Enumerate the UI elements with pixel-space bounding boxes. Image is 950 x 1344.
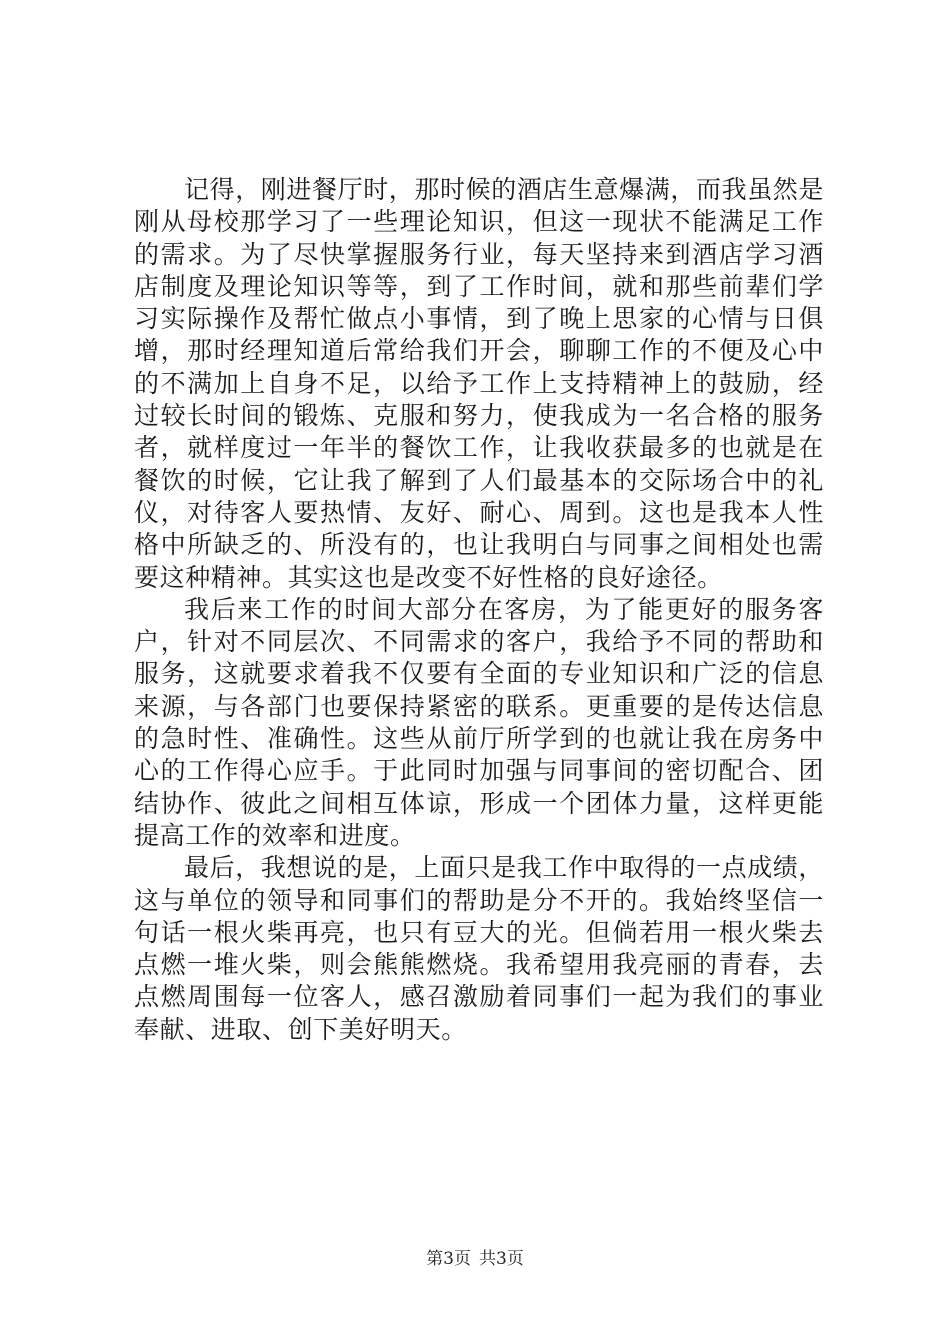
page-footer — [0, 1244, 950, 1269]
paragraph-2: 我后来工作的时间大部分在客房，为了能更好的服务客户，针对不同层次、不同需求的客户，我给予不同的帮助和服务，这就要求着我不仅要有全面的专业知识和广泛的信息来源，与各部门也要保持紧密的联系。更重要的是传达信息的急时性、准确性。这些从前厅所学到的也就让我在房务中心的工作得心应手。于此同时加强与同事间的密切配合、团结协作、彼此之间相互体谅，形成一个团体力量，这样更能提高工作的效率和进度。 — [134, 594, 824, 850]
page-total: 共3页 — [479, 1249, 524, 1269]
paragraph-3: 最后，我想说的是，上面只是我工作中取得的一点成绩，这与单位的领导和同事们的帮助是分不开的。我始终坚信一句话一根火柴再亮，也只有豆大的光。但倘若用一根火柴去点燃一堆火柴，则会熊熊燃烧。我希望用我亮丽的青春，去点燃周围每一位客人，感召激励着同事们一起为我们的事业奉献、进取、创下美好明天。 — [134, 853, 825, 1044]
paragraph-1: 记得，刚进餐厅时，那时候的酒店生意爆满，而我虽然是刚从母校那学习了一些理论知识，但这一现状不能满足工作的需求。为了尽快掌握服务行业，每天坚持来到酒店学习酒店制度及理论知识等等，到了工作时间，就和那些前辈们学习实际操作及帮忙做点小事情，到了晚上思家的心情与日俱增，那时经理知道后常给我们开会，聊聊工作的不便及心中的不满加上自身不足，以给予工作上支持精神上的鼓励，经过较长时间的锻炼、克服和努力，使我成为一名合格的服务者，就样度过一年半的餐饮工作，让我收获最多的也就是在餐饮的时候，它让我了解到了人们最基本的交际场合中的礼仪，对待客人要热情、友好、耐心、周到。这也是我本人性格中所缺乏的、所没有的，也让我明白与同事之间相处也需要这种精神。其实这也是改变不好性格的良好途径。 — [134, 175, 825, 592]
page-number: 第3页 — [426, 1249, 471, 1269]
document-body — [134, 174, 824, 1046]
